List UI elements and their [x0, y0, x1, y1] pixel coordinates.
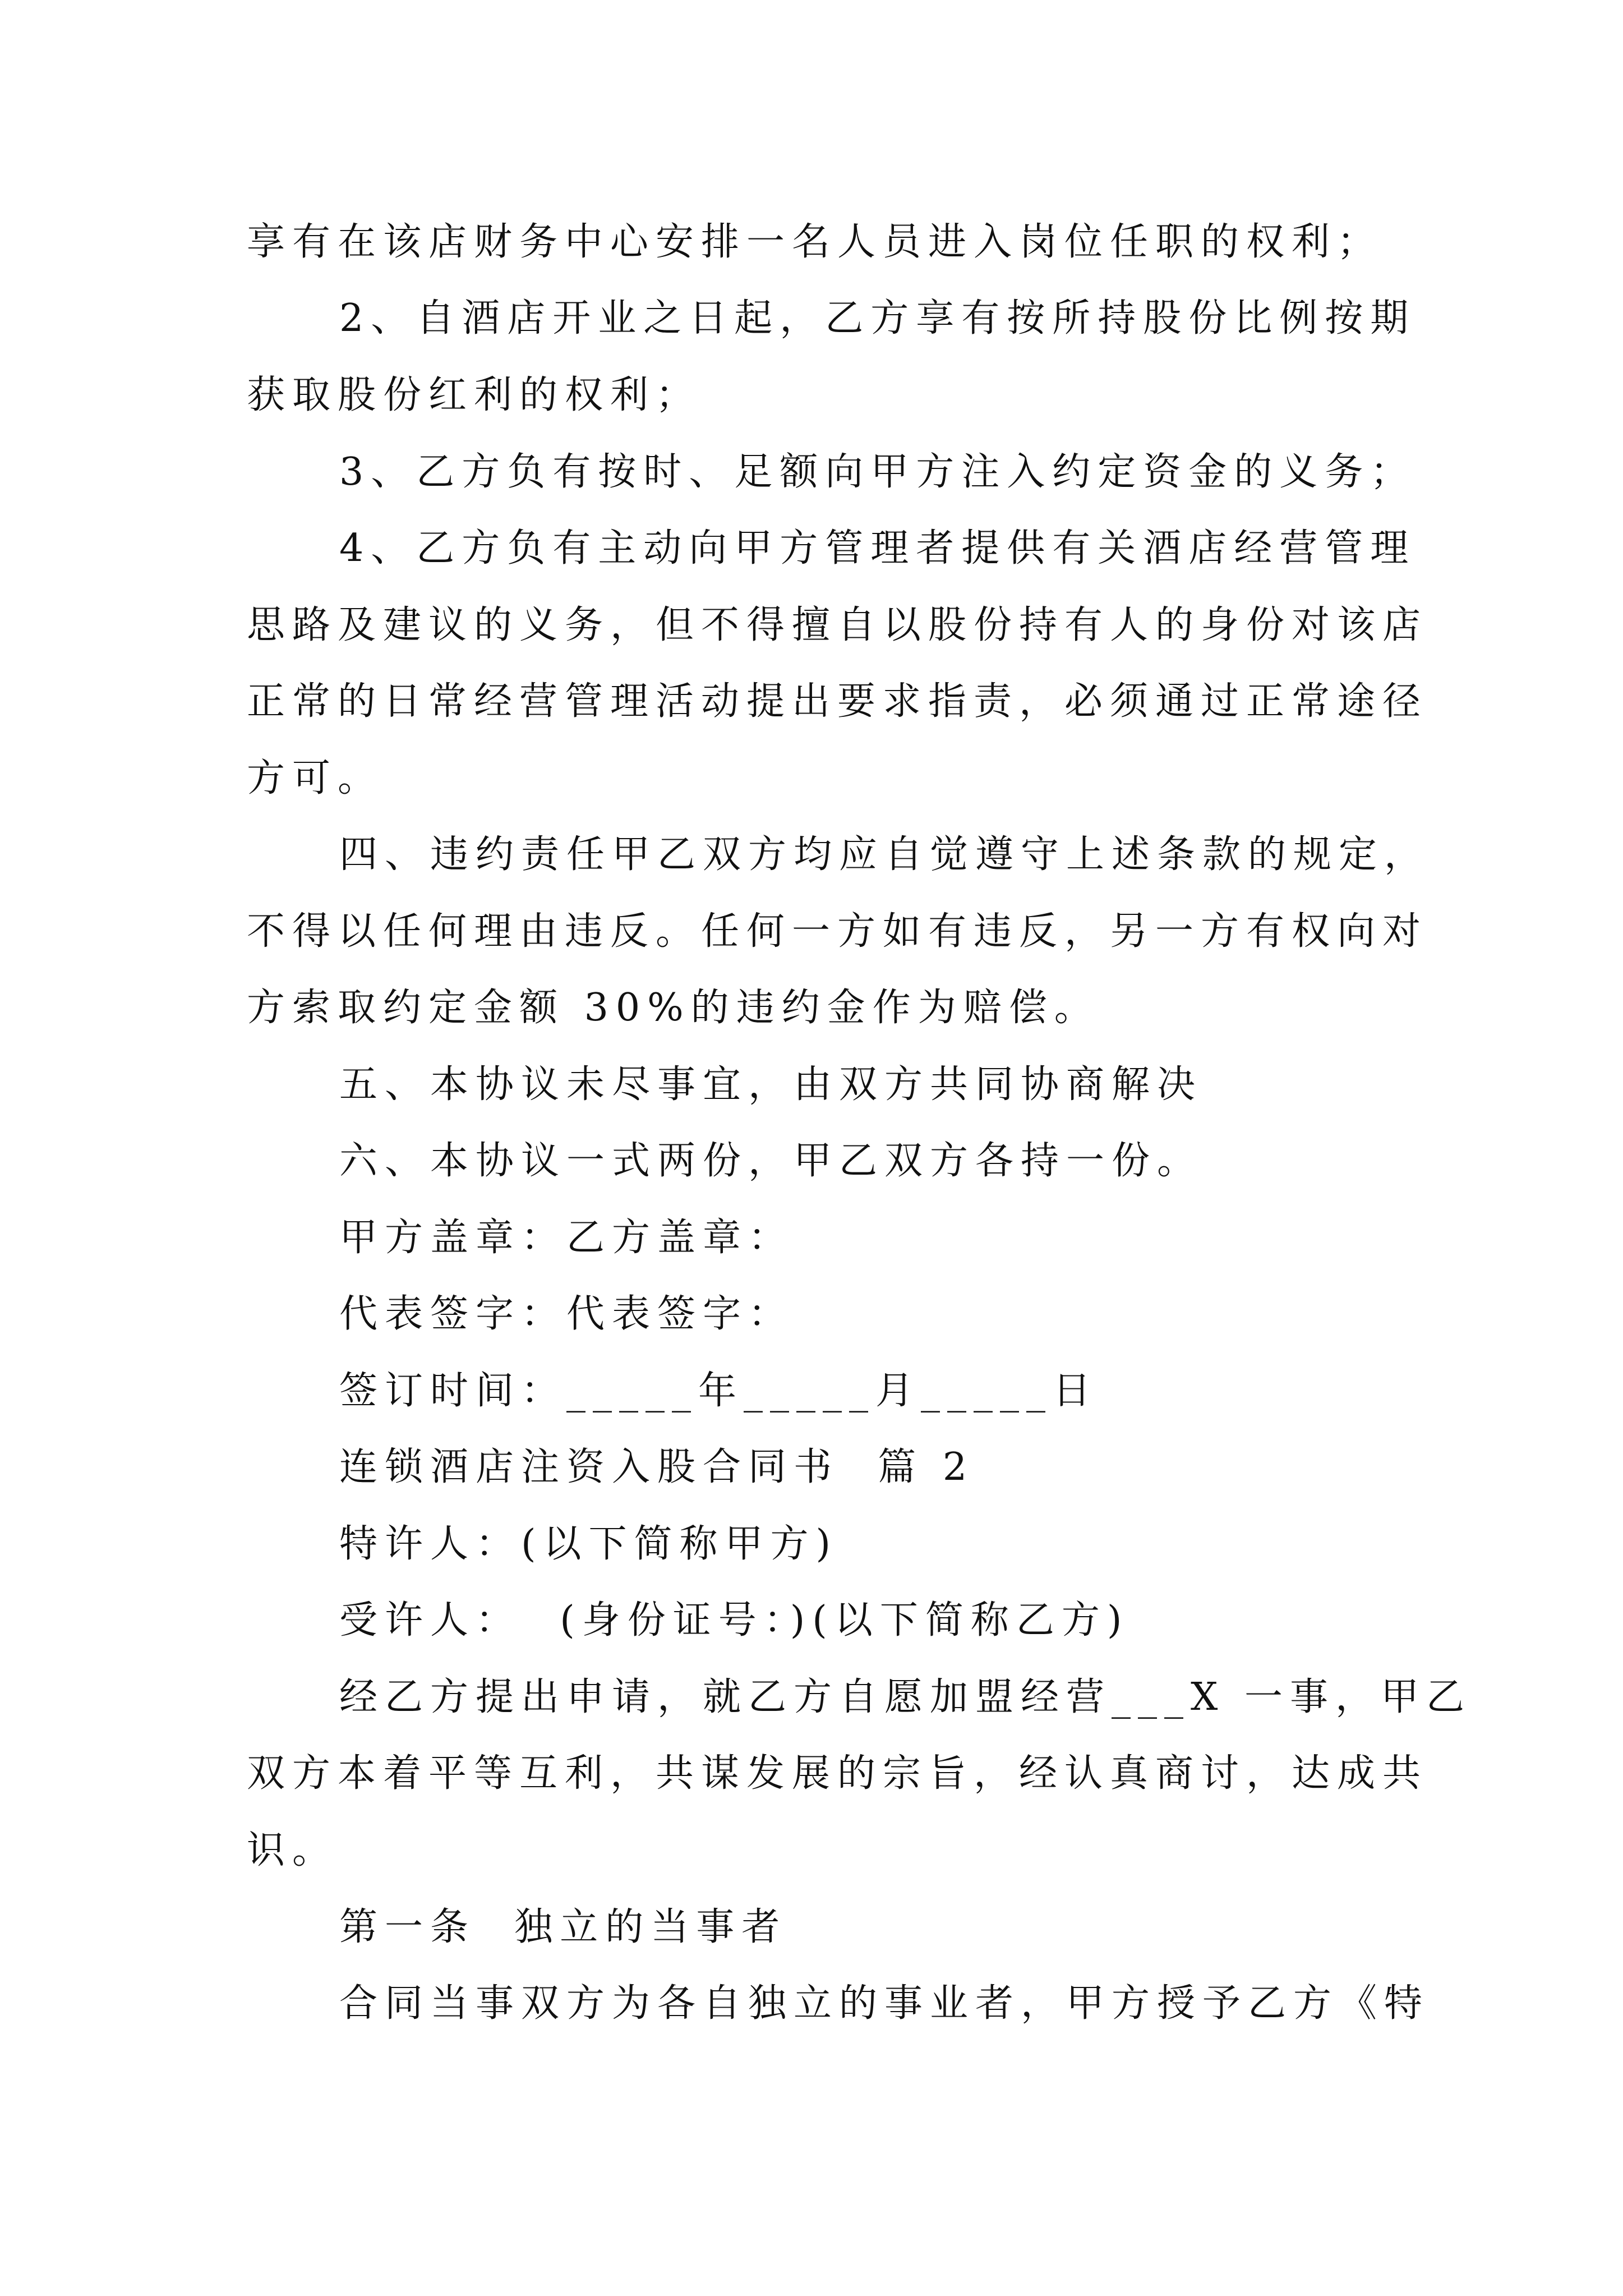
text-line-5: 4、乙方负有主动向甲方管理者提供有关酒店经营管理 [339, 526, 1416, 570]
text-line-24: 合同当事双方为各自独立的事业者，甲方授予乙方《特 [339, 1981, 1430, 2026]
text-line-8: 方可。 [247, 756, 384, 800]
text-line-21: 双方本着平等互利，共谋发展的宗旨，经认真商讨，达成共 [247, 1751, 1428, 1796]
text-line-20: 经乙方提出申请，就乙方自愿加盟经营___X 一事，甲乙 [339, 1675, 1472, 1719]
text-line-6: 思路及建议的义务，但不得擅自以股份持有人的身份对该店 [247, 603, 1428, 647]
text-line-13: 六、本协议一式两份，甲乙双方各持一份。 [339, 1139, 1203, 1183]
text-line-16: 签订时间：_____年_____月_____日 [339, 1369, 1099, 1413]
text-line-22: 识。 [247, 1828, 338, 1872]
text-line-7: 正常的日常经营管理活动提出要求指责，必须通过正常途径 [247, 679, 1428, 724]
text-line-4: 3、乙方负有按时、足额向甲方注入约定资金的义务； [339, 450, 1416, 494]
text-line-12: 五、本协议未尽事宜，由双方共同协商解决 [339, 1062, 1203, 1107]
text-line-18: 特许人：(以下简称甲方) [339, 1522, 838, 1566]
text-line-17: 连锁酒店注资入股合同书 篇 2 [339, 1445, 975, 1489]
text-line-23: 第一条 独立的当事者 [339, 1905, 787, 1949]
text-line-10: 不得以任何理由违反。任何一方如有违反，另一方有权向对 [247, 909, 1428, 954]
text-line-9: 四、违约责任甲乙双方均应自觉遵守上述条款的规定， [339, 832, 1430, 877]
text-line-19: 受许人： (身份证号：)(以下简称乙方) [339, 1598, 1129, 1642]
text-line-11: 方索取约定金额 30%的违约金作为赔偿。 [247, 986, 1100, 1030]
text-line-1: 享有在该店财务中心安排一名人员进入岗位任职的权利； [247, 220, 1383, 264]
text-line-2: 2、自酒店开业之日起，乙方享有按所持股份比例按期 [339, 296, 1416, 341]
text-line-15: 代表签字：代表签字： [339, 1292, 794, 1336]
text-line-3: 获取股份红利的权利； [247, 373, 702, 417]
text-line-14: 甲方盖章：乙方盖章： [339, 1216, 794, 1260]
